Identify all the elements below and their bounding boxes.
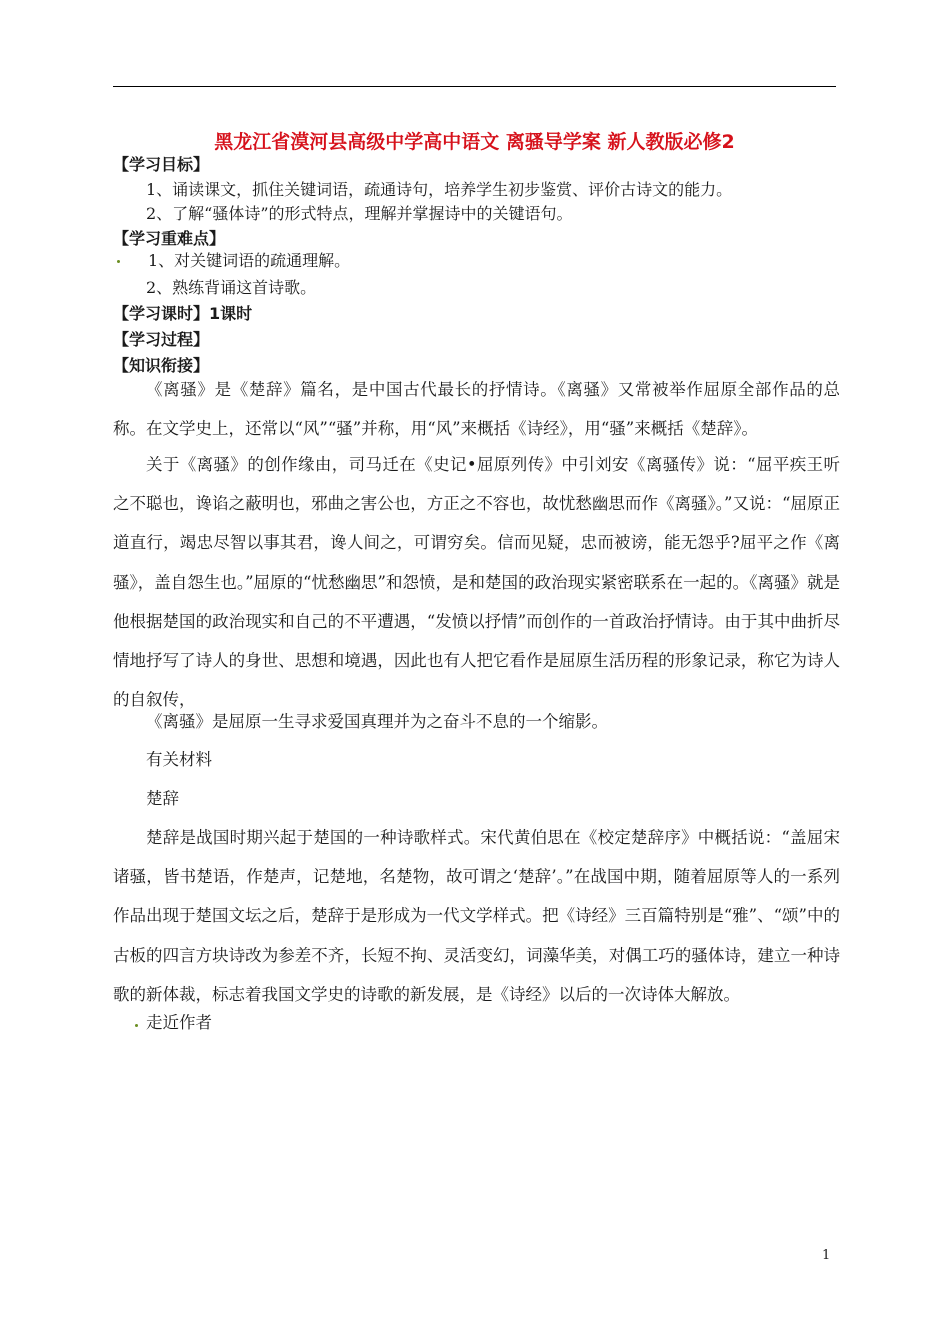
paragraph-chuci-heading: 楚辞 [146,789,179,808]
paragraph-intro: 《离骚》是《楚辞》篇名，是中国古代最长的抒情诗。《离骚》又常被举作屈原全部作品的总称。在文学史上，还常以“风”“骚”并称，用“风”来概括《诗经》，用“骚”来概括《楚辞》。 [113,380,840,439]
paragraph-chuci: 楚辞是战国时期兴起于楚国的一种诗歌样式。宋代黄伯思在《校定楚辞序》中概括说：“盖屈宋诸骚，皆书楚语，作楚声，记楚地，名楚物，故可谓之‘楚辞’。”在战国中期，随着屈原等人的一系列作品出现于楚国文坛之后，楚辞于是形成为一代文学样式。把《诗经》三百篇特别是“雅”、“颂”中的古板的四言方块诗改为参差不齐，长短不拘、灵活变幻，词藻华美，对偶工巧的骚体诗，建立一种诗歌的新体裁，标志着我国文学史的诗歌的新发展，是《诗经》以后的一次诗体大解放。 [113,828,840,1004]
paragraph-author: 走近作者 [146,1013,212,1032]
header-rule [113,86,836,87]
key-points-heading: 【学习重难点】 [113,229,226,248]
hours-value: 1课时 [209,304,253,323]
objective-item: 2、了解“骚体诗”的形式特点，理解并掌握诗中的关键语句。 [146,204,573,223]
paragraph-origin: 关于《离骚》的创作缘由，司马迁在《史记•屈原列传》中引刘安《离骚传》说：“屈平疾王听之不聪也，谗谄之蔽明也，邪曲之害公也，方正之不容也，故忧愁幽思而作《离骚》。”又说：“屈原正道直行，竭忠尽智以事其君，谗人间之，可谓穷矣。信而见疑，忠而被谤，能无怨乎?屈平之作《离骚》，盖自怨生也。”屈原的“忧愁幽思”和怨愤，是和楚国的政治现实紧密联系在一起的。《离骚》就是他根据楚国的政治现实和自己的不平遭遇，“发愤以抒情”而创作的一首政治抒情诗。由于其中曲折尽情地抒写了诗人的身世、思想和境遇，因此也有人把它看作是屈原生活历程的形象记录，称它为诗人的自叙传， [113,455,840,710]
objective-item: 1、诵读课文，抓住关键词语，疏通诗句，培养学生初步鉴赏、评价古诗文的能力。 [146,180,733,199]
connection-heading: 【知识衔接】 [113,356,210,375]
speck-mark [117,260,120,263]
paragraph-summary: 《离骚》是屈原一生寻求爱国真理并为之奋斗不息的一个缩影。 [146,712,608,731]
key-point-item: 2、熟练背诵这首诗歌。 [146,278,317,297]
hours-heading: 【学习课时】 [113,304,210,323]
objectives-heading: 【学习目标】 [113,155,210,174]
document-title: 黑龙江省漠河县高级中学高中语文 离骚导学案 新人教版必修2 [214,131,735,153]
paragraph-materials: 有关材料 [146,750,212,769]
key-point-item: 1、对关键词语的疏通理解。 [148,251,351,270]
hours-row [113,301,252,324]
page-number: 1 [822,1248,831,1263]
process-heading: 【学习过程】 [113,330,210,349]
